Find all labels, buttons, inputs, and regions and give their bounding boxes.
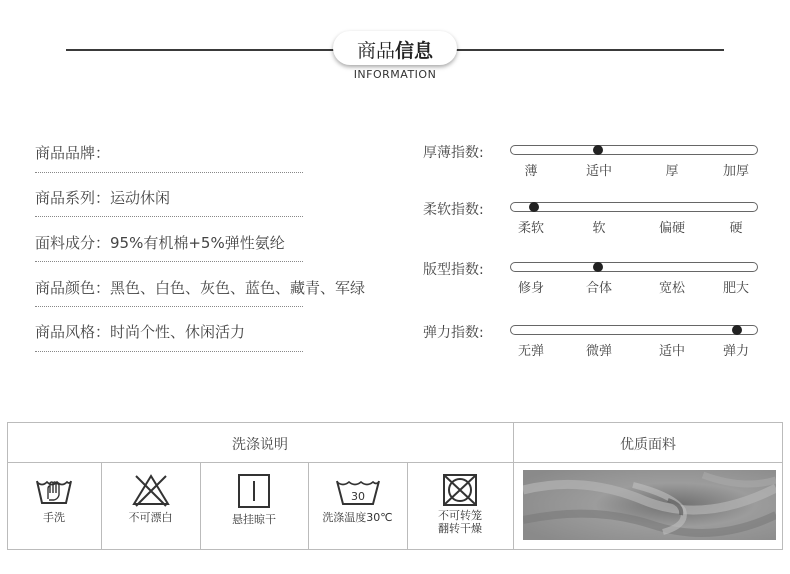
care-item [308, 463, 407, 549]
index-tick: 硬 [729, 221, 743, 236]
care-heading: 洗涤说明 [232, 437, 288, 453]
attr-divider [35, 172, 303, 173]
svg-text:30: 30 [350, 490, 365, 503]
index-track [510, 262, 758, 272]
care-label: 手洗 [43, 511, 65, 524]
index-tick: 加厚 [722, 164, 750, 179]
section-title: 商品信息 [356, 40, 434, 62]
index-tick: 肥大 [722, 281, 750, 296]
fabric-photo [523, 470, 776, 540]
index-tick: 弹力 [722, 344, 750, 359]
index-label: 厚薄指数: [423, 145, 484, 161]
care-label: 洗涤温度30℃ [322, 511, 393, 524]
index-label: 柔软指数: [423, 202, 484, 218]
attr-divider [35, 216, 303, 217]
wash-30-icon [334, 473, 382, 507]
index-tick: 厚 [665, 164, 679, 179]
attr-series: 商品系列：运动休闲 [35, 189, 171, 207]
index-track [510, 145, 758, 155]
care-item [7, 463, 101, 549]
care-item [101, 463, 200, 549]
care-label: 不可转笼 翻转干燥 [438, 509, 482, 535]
index-marker [593, 145, 603, 155]
index-tick: 修身 [517, 281, 545, 296]
header-line-right [452, 49, 724, 51]
index-label: 弹力指数: [423, 325, 484, 341]
attr-style: 商品风格：时尚个性、休闲活力 [35, 323, 246, 341]
index-tick: 偏硬 [658, 221, 686, 236]
header-line-left [66, 49, 338, 51]
attr-colors: 商品颜色：黑色、白色、灰色、蓝色、藏青、军绿 [35, 279, 366, 297]
index-tick: 无弹 [517, 344, 545, 359]
care-item [200, 463, 308, 549]
care-label: 悬挂晾干 [232, 513, 276, 526]
index-tick: 合体 [585, 281, 613, 296]
index-track [510, 202, 758, 212]
index-tick: 适中 [585, 164, 613, 179]
attr-divider [35, 261, 303, 262]
index-marker [529, 202, 539, 212]
index-marker [732, 325, 742, 335]
index-marker [593, 262, 603, 272]
fabric-heading: 优质面料 [620, 437, 676, 453]
index-tick: 柔软 [517, 221, 545, 236]
attr-brand: 商品品牌： [35, 144, 111, 162]
attr-divider [35, 306, 303, 307]
hang-dry-icon [234, 473, 274, 509]
index-tick: 软 [592, 221, 606, 236]
index-tick: 宽松 [658, 281, 686, 296]
index-tick: 适中 [658, 344, 686, 359]
index-tick: 微弹 [585, 344, 613, 359]
index-label: 版型指数: [423, 262, 484, 278]
index-track [510, 325, 758, 335]
no-bleach-icon [131, 473, 171, 507]
attr-material: 面料成分：95%有机棉+5%弹性氨纶 [35, 234, 285, 252]
care-item [407, 463, 513, 549]
attr-divider [35, 351, 303, 352]
section-subtitle: INFORMATION [353, 68, 437, 81]
hand-wash-icon [34, 473, 74, 507]
index-tick: 薄 [524, 164, 538, 179]
care-label: 不可漂白 [128, 511, 173, 524]
no-tumble-dry-icon [441, 473, 479, 507]
